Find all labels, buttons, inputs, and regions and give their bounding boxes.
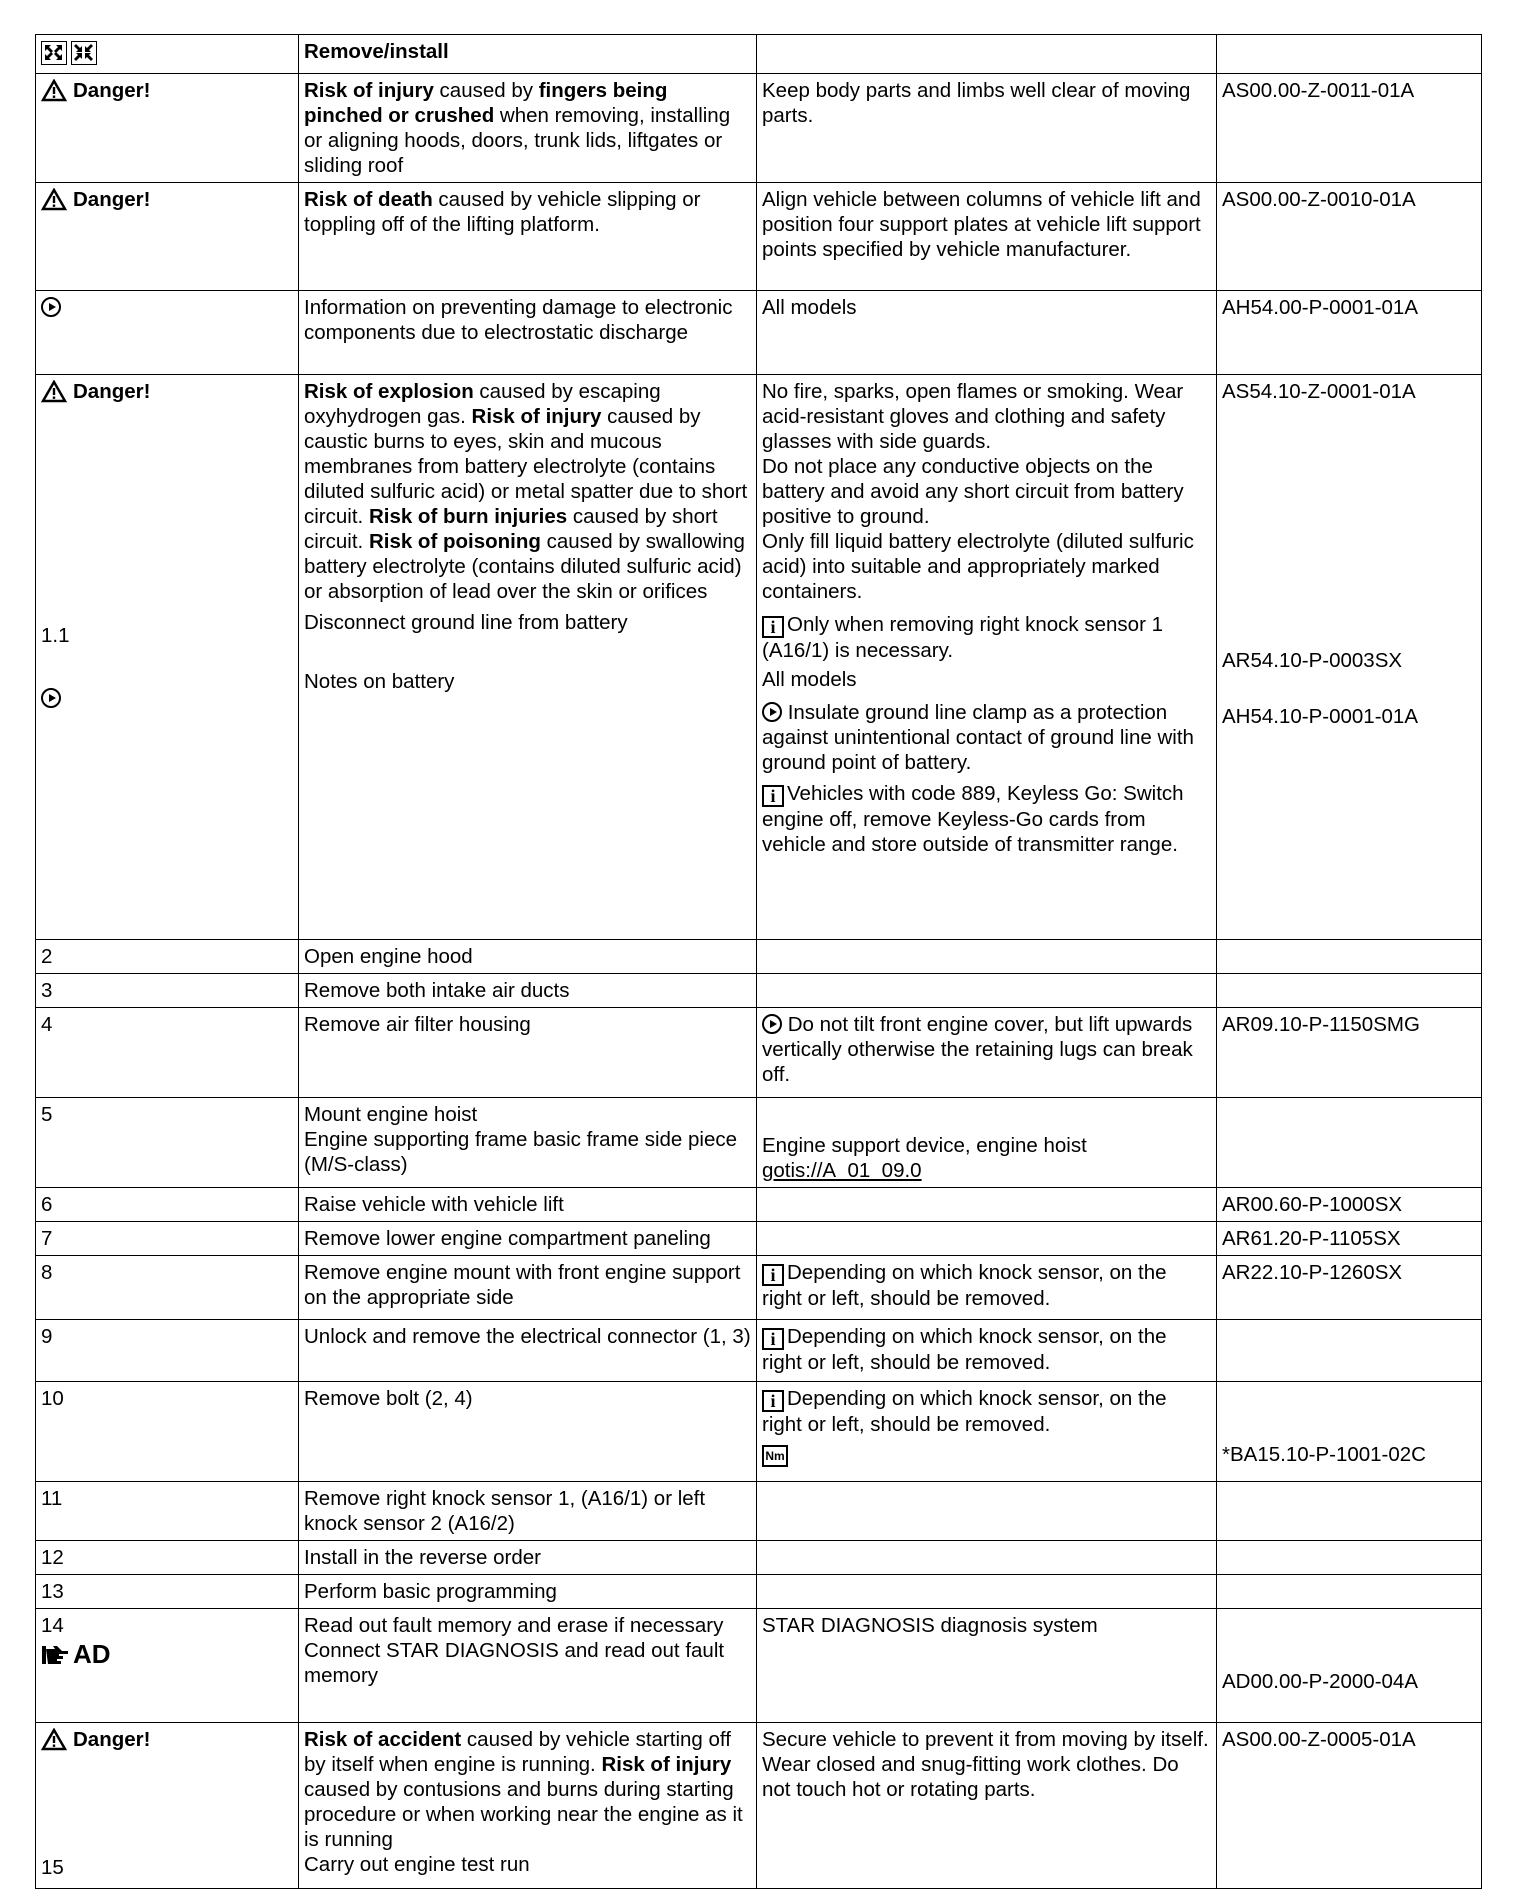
reference-cell xyxy=(1217,1382,1482,1482)
danger-cell xyxy=(36,183,299,291)
table-row xyxy=(36,1098,1482,1188)
note-cell xyxy=(757,974,1217,1008)
risk-text: caused by contusions and burns during starting procedure or when working near the engine as it is running xyxy=(304,1778,743,1851)
note-icon xyxy=(41,688,61,708)
reference-link[interactable]: AR09.10-P-1150SMG xyxy=(1217,1008,1482,1098)
pointing-hand-icon xyxy=(41,1643,69,1667)
warning-triangle-icon xyxy=(41,1728,67,1751)
danger-cell xyxy=(36,1723,299,1889)
info-icon: i xyxy=(762,1328,784,1350)
risk-term: Risk of explosion xyxy=(304,380,474,403)
esd-note: Insulate ground line clamp as a protection against unintentional contact of ground line with ground point of battery. xyxy=(762,701,1194,774)
table-row xyxy=(36,35,1482,74)
note-cell: i Depending on which knock sensor, on the right or left, should be removed. xyxy=(757,1320,1217,1382)
table-row xyxy=(36,291,1482,375)
step-description: Disconnect ground line from battery xyxy=(304,611,628,634)
step-number: 9 xyxy=(36,1320,299,1382)
note-cell: Do not tilt front engine cover, but lift upwards vertically otherwise the retaining lugs can break off. xyxy=(757,1008,1217,1098)
risk-term: Risk of accident xyxy=(304,1728,462,1751)
info-note: i Only when removing right knock sensor 1 (A16/1) is necessary. xyxy=(762,613,1164,662)
warning-triangle-icon xyxy=(41,380,67,403)
description-cell xyxy=(299,74,757,183)
table-row xyxy=(36,1575,1482,1609)
info-note: i Vehicles with code 889, Keyless Go: Switch engine off, remove Keyless-Go cards from vehicle and store outside of transmitter range. xyxy=(762,782,1184,856)
reference-cell xyxy=(1217,1575,1482,1609)
info-icon: i xyxy=(762,616,784,638)
note-icon xyxy=(41,297,61,317)
note-cell: i Depending on which knock sensor, on the right or left, should be removed. xyxy=(757,1256,1217,1320)
header-title: Remove/install xyxy=(299,35,757,74)
step-number: 12 xyxy=(36,1541,299,1575)
danger-cell xyxy=(36,375,299,940)
info-icon: i xyxy=(762,1264,784,1286)
note-cell xyxy=(757,1723,1217,1889)
step-description: Mount engine hoist xyxy=(304,1103,478,1126)
description-cell xyxy=(299,1723,757,1889)
note-text: Engine support device, engine hoist xyxy=(762,1134,1087,1157)
danger-label: Danger! xyxy=(41,78,293,103)
description-cell: Remove lower engine compartment paneling xyxy=(299,1222,757,1256)
step-description: Read out fault memory and erase if necessary xyxy=(304,1614,724,1637)
procedure-table xyxy=(35,34,1482,1889)
reference-link[interactable]: AS54.10-Z-0001-01A xyxy=(1222,380,1416,403)
step-number: 3 xyxy=(36,974,299,1008)
table-row xyxy=(36,1188,1482,1222)
risk-text: when removing, installing or aligning hoods, doors, trunk lids, liftgates or sliding roof xyxy=(304,104,731,177)
table-row xyxy=(36,1320,1482,1382)
step-number: 2 xyxy=(36,940,299,974)
table-row xyxy=(36,1256,1482,1320)
expand-icon[interactable] xyxy=(41,41,67,65)
procedure-document xyxy=(35,34,1481,1889)
step-description: Carry out engine test run xyxy=(304,1853,530,1876)
risk-term: Risk of injury xyxy=(304,79,434,102)
note-cell xyxy=(757,375,1217,940)
step-number-cell xyxy=(36,1609,299,1723)
step-description: Engine supporting frame basic frame side piece (M/S-class) xyxy=(304,1128,738,1176)
warning-triangle-icon xyxy=(41,79,67,102)
reference-cell xyxy=(1217,1609,1482,1723)
reference-cell xyxy=(1217,974,1482,1008)
risk-term: Risk of death xyxy=(304,188,433,211)
torque-nm-icon[interactable]: Nm xyxy=(762,1445,788,1467)
reference-link[interactable]: AH54.10-P-0001-01A xyxy=(1222,705,1419,728)
table-row xyxy=(36,974,1482,1008)
note-icon-cell xyxy=(36,291,299,375)
reference-cell xyxy=(1217,1541,1482,1575)
step-number: 11 xyxy=(36,1482,299,1541)
risk-text: caused by vehicle starting off by itself when engine is running. xyxy=(304,1728,731,1776)
note-cell xyxy=(757,1188,1217,1222)
danger-label: Danger! xyxy=(41,1727,293,1752)
note-cell: STAR DIAGNOSIS diagnosis system xyxy=(757,1609,1217,1723)
header-empty xyxy=(1217,35,1482,74)
risk-text: caused by caustic burns to eyes, skin and mucous membranes from battery electrolyte (contains diluted sulfuric acid) or metal spatter due to short circuit. xyxy=(304,405,748,528)
description-cell xyxy=(299,183,757,291)
step-description: Connect STAR DIAGNOSIS and read out fault memory xyxy=(304,1639,725,1687)
risk-term: Risk of injury xyxy=(601,1753,732,1776)
reference-cell xyxy=(1217,1320,1482,1382)
note-cell: All models xyxy=(757,291,1217,375)
reference-link[interactable]: AS00.00-Z-0011-01A xyxy=(1217,74,1482,183)
description-cell: Open engine hood xyxy=(299,940,757,974)
description-cell: Remove bolt (2, 4) xyxy=(299,1382,757,1482)
description-cell: Unlock and remove the electrical connector (1, 3) xyxy=(299,1320,757,1382)
description-cell: Install in the reverse order xyxy=(299,1541,757,1575)
step-number: 1.1 xyxy=(41,624,70,647)
risk-text: caused by escaping oxyhydrogen gas. xyxy=(304,380,661,428)
note-cell xyxy=(757,1482,1217,1541)
reference-cell xyxy=(1217,1098,1482,1188)
reference-link[interactable]: AS00.00-Z-0005-01A xyxy=(1217,1723,1482,1889)
note-icon xyxy=(762,1014,782,1034)
danger-cell xyxy=(36,74,299,183)
note-text: No fire, sparks, open flames or smoking. Wear acid-resistant gloves and clothing and safety glasses with side guards. xyxy=(762,380,1184,453)
description-cell xyxy=(299,375,757,940)
reference-link[interactable]: AH54.00-P-0001-01A xyxy=(1217,291,1482,375)
danger-label: Danger! xyxy=(41,187,293,212)
note-text: Wear closed and snug-fitting work clothes. Do not touch hot or rotating parts. xyxy=(762,1753,1179,1801)
note-cell xyxy=(757,1222,1217,1256)
reference-link[interactable]: AD00.00-P-2000-04A xyxy=(1222,1670,1419,1693)
reference-link[interactable]: AR61.20-P-1105SX xyxy=(1217,1222,1482,1256)
risk-text: caused by xyxy=(433,79,539,102)
reference-link[interactable]: *BA15.10-P-1001-02C xyxy=(1222,1443,1426,1466)
table-row xyxy=(36,1609,1482,1723)
step-number: 13 xyxy=(36,1575,299,1609)
collapse-icon[interactable] xyxy=(71,41,97,65)
note-cell: Keep body parts and limbs well clear of moving parts. xyxy=(757,74,1217,183)
info-icon: i xyxy=(762,785,784,807)
note-cell: Align vehicle between columns of vehicle lift and position four support plates at vehicle lift support points specified by vehicle manufacturer. xyxy=(757,183,1217,291)
danger-label: Danger! xyxy=(41,379,293,404)
battery-notes-title: Notes on battery xyxy=(304,670,455,693)
note-cell xyxy=(757,940,1217,974)
table-row xyxy=(36,940,1482,974)
description-cell xyxy=(299,1098,757,1188)
note-icon xyxy=(762,702,782,722)
note-text: Only fill liquid battery electrolyte (diluted sulfuric acid) into suitable and appropriately marked containers. xyxy=(762,530,1194,603)
table-row xyxy=(36,74,1482,183)
step-number: 5 xyxy=(36,1098,299,1188)
diagnosis-label: AD xyxy=(41,1642,293,1667)
step-number: 15 xyxy=(41,1856,64,1879)
header-icons-cell xyxy=(36,35,299,74)
table-row xyxy=(36,1222,1482,1256)
risk-term: Risk of burn injuries xyxy=(368,505,568,528)
step-number: 4 xyxy=(36,1008,299,1098)
note-text: Do not place any conductive objects on the battery and avoid any short circuit from battery positive to ground. xyxy=(762,455,1184,528)
note-text: Secure vehicle to prevent it from moving by itself. xyxy=(762,1728,1209,1751)
header-empty xyxy=(757,35,1217,74)
table-row xyxy=(36,1541,1482,1575)
reference-cell xyxy=(1217,1482,1482,1541)
reference-link[interactable]: AS00.00-Z-0010-01A xyxy=(1217,183,1482,291)
description-cell: Remove air filter housing xyxy=(299,1008,757,1098)
reference-cell xyxy=(1217,940,1482,974)
table-row xyxy=(36,1382,1482,1482)
table-row xyxy=(36,1482,1482,1541)
reference-link[interactable]: AR22.10-P-1260SX xyxy=(1217,1256,1482,1320)
description-cell: Remove both intake air ducts xyxy=(299,974,757,1008)
step-number: 6 xyxy=(36,1188,299,1222)
description-cell: Remove engine mount with front engine support on the appropriate side xyxy=(299,1256,757,1320)
tool-link[interactable]: gotis://A_01_09.0 xyxy=(762,1159,922,1182)
note-text: All models xyxy=(762,668,857,691)
risk-term: Risk of injury xyxy=(471,405,602,428)
reference-cell xyxy=(1217,375,1482,940)
note-cell: i Depending on which knock sensor, on the right or left, should be removed. Nm xyxy=(757,1382,1217,1482)
table-row xyxy=(36,375,1482,940)
note-cell xyxy=(757,1575,1217,1609)
reference-link[interactable]: AR00.60-P-1000SX xyxy=(1217,1188,1482,1222)
table-row xyxy=(36,1008,1482,1098)
risk-term: Risk of poisoning xyxy=(368,530,541,553)
table-row xyxy=(36,1723,1482,1889)
step-number: 7 xyxy=(36,1222,299,1256)
description-cell: Raise vehicle with vehicle lift xyxy=(299,1188,757,1222)
description-cell: Information on preventing damage to electronic components due to electrostatic discharge xyxy=(299,291,757,375)
step-number: 10 xyxy=(36,1382,299,1482)
step-number: 8 xyxy=(36,1256,299,1320)
warning-triangle-icon xyxy=(41,188,67,211)
note-cell xyxy=(757,1098,1217,1188)
risk-text: caused by swallowing battery electrolyte (contains diluted sulfuric acid) or absorption of lead over the skin or orifices xyxy=(304,530,745,603)
risk-text: caused by short circuit. xyxy=(304,505,718,553)
table-row xyxy=(36,183,1482,291)
risk-term: fingers being pinched or crushed xyxy=(304,79,668,127)
description-cell xyxy=(299,1609,757,1723)
description-cell: Remove right knock sensor 1, (A16/1) or left knock sensor 2 (A16/2) xyxy=(299,1482,757,1541)
step-number: 14 xyxy=(41,1614,64,1637)
note-cell xyxy=(757,1541,1217,1575)
risk-text: caused by vehicle slipping or toppling off of the lifting platform. xyxy=(304,188,701,236)
info-icon: i xyxy=(762,1390,784,1412)
reference-link[interactable]: AR54.10-P-0003SX xyxy=(1222,649,1403,672)
description-cell: Perform basic programming xyxy=(299,1575,757,1609)
